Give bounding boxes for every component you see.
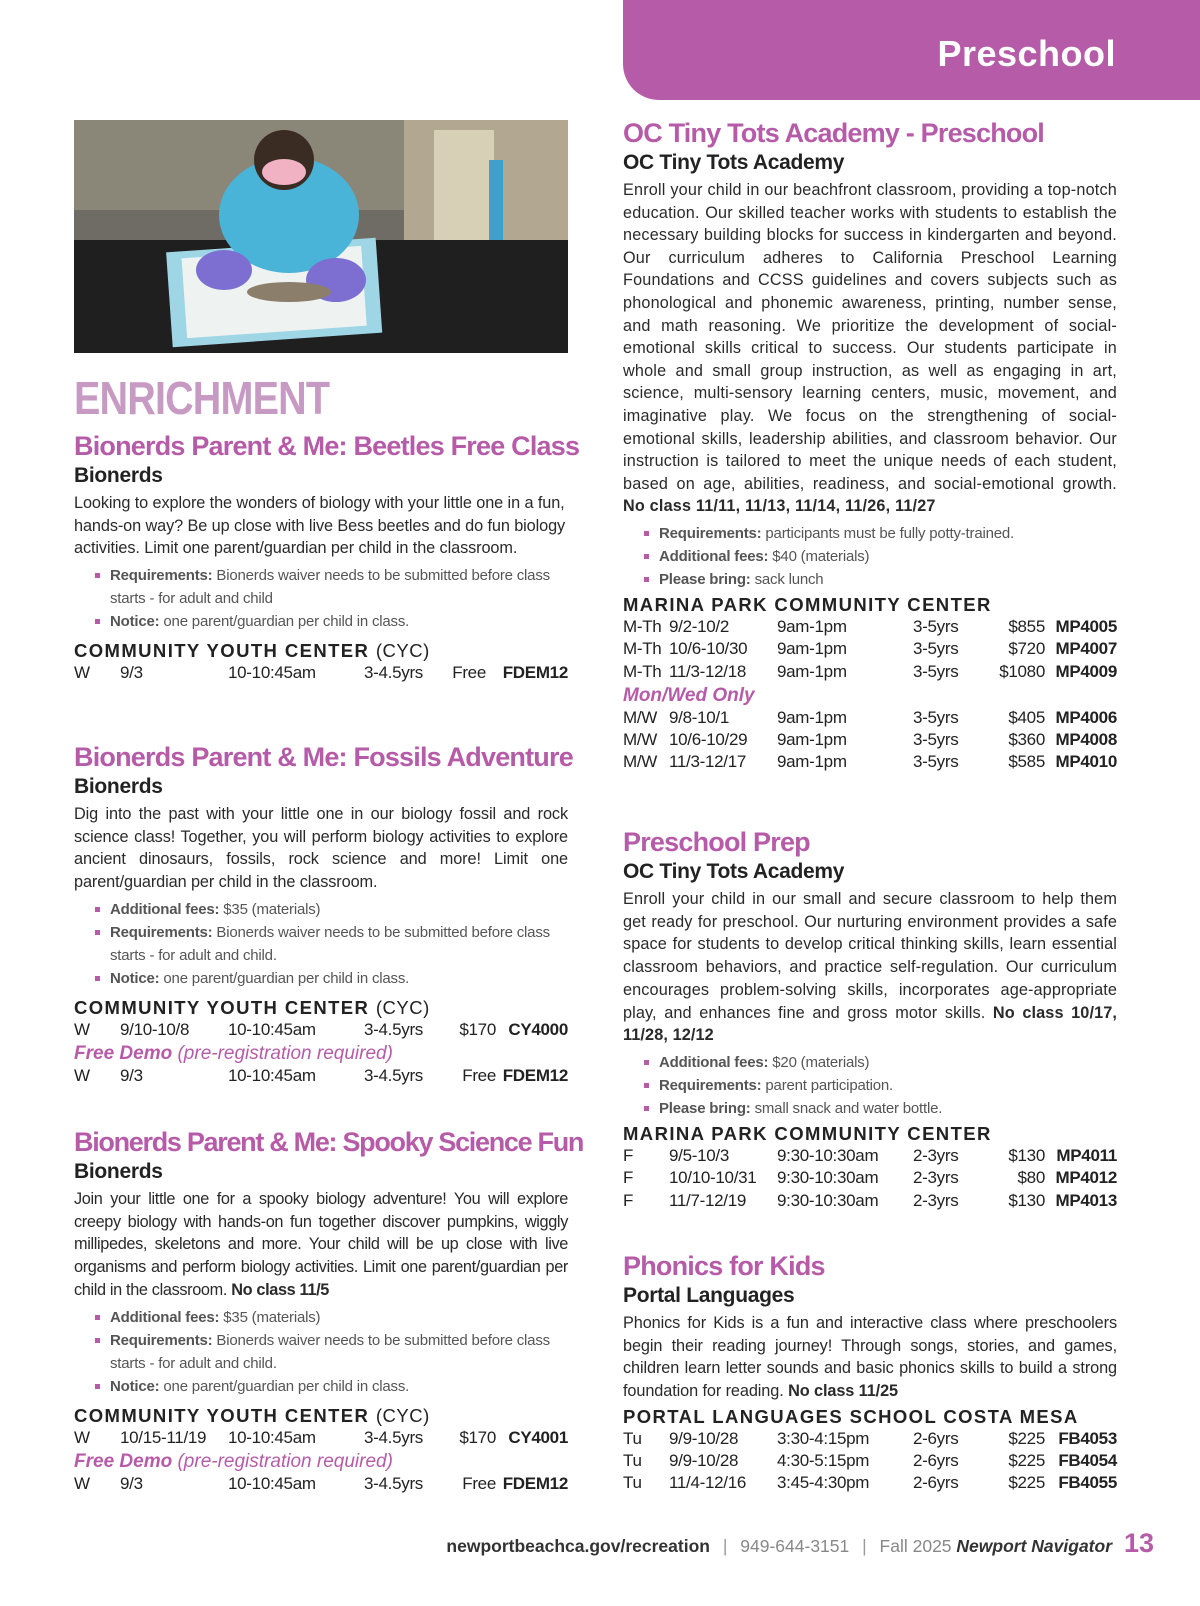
free-demo-note: Free Demo (pre-registration required) bbox=[74, 1043, 393, 1065]
class-photo bbox=[74, 120, 568, 353]
session-row: M/W 10/6-10/29 9am-1pm 3-5yrs $360 MP4008 bbox=[623, 730, 1117, 750]
bullet-item: Additional fees: $35 (materials) bbox=[110, 898, 568, 921]
session-row: W 9/3 10-10:45am 3-4.5yrs Free FDEM12 bbox=[74, 1473, 568, 1493]
footer-separator: | bbox=[722, 1536, 728, 1556]
schedule-subhead: Mon/Wed Only bbox=[623, 684, 755, 706]
session-row: W 9/3 10-10:45am 3-4.5yrs Free FDEM12 bbox=[74, 1066, 568, 1086]
session-row: Tu 9/9-10/28 4:30-5:15pm 2-6yrs $225 FB4054 bbox=[623, 1451, 1117, 1471]
location-heading: COMMUNITY YOUTH CENTER (CYC) bbox=[74, 640, 430, 662]
class-description: Enroll your child in our small and secure classroom to help them get ready for preschool. Our nurturing environment provides a safe space for students to develop critical thinking skills, learn essential classroom behaviors, and practice self-regulation. Our curriculum encourages problem-solving skills, incorporates age-appropriate play, and enhances fine and gross motor skills. No class 10/17, 11/28, 12/12 bbox=[623, 890, 1118, 1045]
bullet-item: Additional fees: $35 (materials) bbox=[110, 1306, 568, 1329]
bullet-item: Requirements: participants must be fully potty-trained. bbox=[659, 522, 1117, 545]
class-card bbox=[623, 1250, 1117, 1496]
session-row: F 10/10-10/31 9:30-10:30am 2-3yrs $80 MP4012 bbox=[623, 1168, 1117, 1188]
bullet-item: Requirements: parent participation. bbox=[659, 1074, 1117, 1097]
class-bullets bbox=[74, 564, 568, 633]
bullet-item: Please bring: sack lunch bbox=[659, 568, 1117, 591]
section-tab-label: Preschool bbox=[937, 33, 1116, 74]
session-row: M-Th 11/3-12/18 9am-1pm 3-5yrs $1080 MP4009 bbox=[623, 661, 1117, 681]
class-provider: Portal Languages bbox=[623, 1284, 795, 1307]
class-bullets bbox=[623, 522, 1117, 591]
class-provider: OC Tiny Tots Academy bbox=[623, 151, 845, 174]
session-row: M-Th 9/2-10/2 9am-1pm 3-5yrs $855 MP4005 bbox=[623, 616, 1117, 636]
bullet-item: Please bring: small snack and water bottle. bbox=[659, 1097, 1117, 1120]
footer-separator: | bbox=[862, 1536, 867, 1556]
session-row: W 10/15-11/19 10-10:45am 3-4.5yrs $170 CY4001 bbox=[74, 1427, 568, 1447]
class-bullets bbox=[74, 1306, 568, 1398]
session-row: M/W 11/3-12/17 9am-1pm 3-5yrs $585 MP4010 bbox=[623, 752, 1117, 772]
location-heading: MARINA PARK COMMUNITY CENTER bbox=[623, 1122, 992, 1144]
bullet-item: Notice: one parent/guardian per child in class. bbox=[110, 610, 568, 633]
bullet-item: Notice: one parent/guardian per child in class. bbox=[110, 967, 568, 990]
class-description: Enroll your child in our beachfront classroom, providing a top-notch education. Our skilled teacher works with students to establish the necessary building blocks for success in kindergarten and beyond. Our curriculum adheres to California Preschool Learning Foundations and CCSS guidelines and covers subjects such as phonological and phonemic awareness, printing, number sense, and math reasoning. We prioritize the development of social-emotional skills critical to success. Our students participate in whole and small group instruction, as well as engaging in art, science, multi-sensory learning centers, music, movement, and imaginative play. We focus on the strengthening of social-emotional skills, leadership abilities, and classroom behavior. Our instruction is tailored to meet the unique needs of each student, based on age, abilities, readiness, and social-emotional growth. No class 11/11, 11/13, 11/14, 11/26, 11/27 bbox=[623, 181, 1117, 516]
class-card bbox=[74, 741, 573, 1088]
session-row: M/W 9/8-10/1 9am-1pm 3-5yrs $405 MP4006 bbox=[623, 707, 1117, 727]
bullet-item: Requirements: Bionerds waiver needs to be submitted before class starts - for adult and child bbox=[110, 564, 568, 610]
free-demo-note: Free Demo (pre-registration required) bbox=[74, 1450, 393, 1472]
class-provider: Bionerds bbox=[74, 1160, 163, 1183]
location-heading: MARINA PARK COMMUNITY CENTER bbox=[623, 593, 992, 615]
class-provider: Bionerds bbox=[74, 464, 163, 487]
class-card bbox=[74, 430, 580, 685]
class-card bbox=[623, 826, 1117, 1213]
bullet-item: Requirements: Bionerds waiver needs to be submitted before class starts - for adult and child. bbox=[110, 1329, 568, 1375]
session-row: Tu 9/9-10/28 3:30-4:15pm 2-6yrs $225 FB4053 bbox=[623, 1428, 1117, 1448]
session-row: Tu 11/4-12/16 3:45-4:30pm 2-6yrs $225 FB4055 bbox=[623, 1473, 1117, 1493]
class-title: Bionerds Parent & Me: Fossils Adventure bbox=[74, 742, 573, 772]
class-bullets bbox=[74, 898, 568, 990]
class-description: Join your little one for a spooky biology adventure! You will explore creepy biology with hands-on fun together discover pumpkins, wiggly millipedes, skeletons and more. Your child will be up close with live organisms and perform biology activities. Limit one parent/guardian per child in the classroom. No class 11/5 bbox=[74, 1190, 568, 1299]
footer-season: Fall 2025 bbox=[879, 1536, 952, 1556]
class-description: Dig into the past with your little one in our biology fossil and rock science class! Together, you will perform biology activities to explore ancient dinosaurs, fossils, rock science and more! Limit one parent/guardian per child in the classroom. bbox=[74, 805, 568, 892]
class-title: Preschool Prep bbox=[623, 827, 810, 857]
class-title: Bionerds Parent & Me: Spooky Science Fun bbox=[74, 1127, 584, 1157]
page-footer bbox=[446, 1536, 1112, 1557]
class-description: Phonics for Kids is a fun and interactive class where preschoolers begin their reading journey! Through songs, stories, and games, children learn letter sounds and basic phonics skills to build a strong foundation for reading. No class 11/25 bbox=[623, 1314, 1117, 1401]
session-row: W 9/10-10/8 10-10:45am 3-4.5yrs $170 CY4000 bbox=[74, 1019, 568, 1039]
class-title: Phonics for Kids bbox=[623, 1251, 825, 1281]
session-row: F 9/5-10/3 9:30-10:30am 2-3yrs $130 MP4011 bbox=[623, 1145, 1117, 1165]
class-description: Looking to explore the wonders of biology with your little one in a fun, hands-on way? Be up close with live Bess beetles and do fun biology activities. Limit one parent/guardian per child in the classroom. bbox=[74, 494, 566, 558]
location-heading: PORTAL LANGUAGES SCHOOL COSTA MESA bbox=[623, 1405, 1079, 1427]
section-tab bbox=[623, 0, 1200, 100]
page-number: 13 bbox=[1123, 1528, 1154, 1558]
class-card bbox=[74, 1126, 584, 1496]
bullet-item: Additional fees: $20 (materials) bbox=[659, 1051, 1117, 1074]
footer-phone: 949-644-3151 bbox=[740, 1536, 850, 1556]
session-row: W 9/3 10-10:45am 3-4.5yrs Free FDEM12 bbox=[74, 663, 568, 683]
footer-url[interactable]: newportbeachca.gov/recreation bbox=[446, 1536, 710, 1556]
class-provider: Bionerds bbox=[74, 775, 163, 798]
class-bullets bbox=[623, 1051, 1117, 1120]
bullet-item: Requirements: Bionerds waiver needs to be submitted before class starts - for adult and child. bbox=[110, 921, 568, 967]
bullet-item: Notice: one parent/guardian per child in class. bbox=[110, 1375, 568, 1398]
class-card bbox=[623, 117, 1117, 775]
location-heading: COMMUNITY YOUTH CENTER (CYC) bbox=[74, 1404, 430, 1426]
class-title: Bionerds Parent & Me: Beetles Free Class bbox=[74, 431, 580, 461]
session-row: F 11/7-12/19 9:30-10:30am 2-3yrs $130 MP4013 bbox=[623, 1190, 1117, 1210]
section-heading: ENRICHMENT bbox=[74, 372, 330, 424]
location-heading: COMMUNITY YOUTH CENTER (CYC) bbox=[74, 996, 430, 1018]
session-row: M-Th 10/6-10/30 9am-1pm 3-5yrs $720 MP4007 bbox=[623, 639, 1117, 659]
footer-magazine: Newport Navigator bbox=[956, 1536, 1112, 1556]
class-title: OC Tiny Tots Academy - Preschool bbox=[623, 118, 1045, 148]
class-provider: OC Tiny Tots Academy bbox=[623, 860, 845, 883]
bullet-item: Additional fees: $40 (materials) bbox=[659, 545, 1117, 568]
